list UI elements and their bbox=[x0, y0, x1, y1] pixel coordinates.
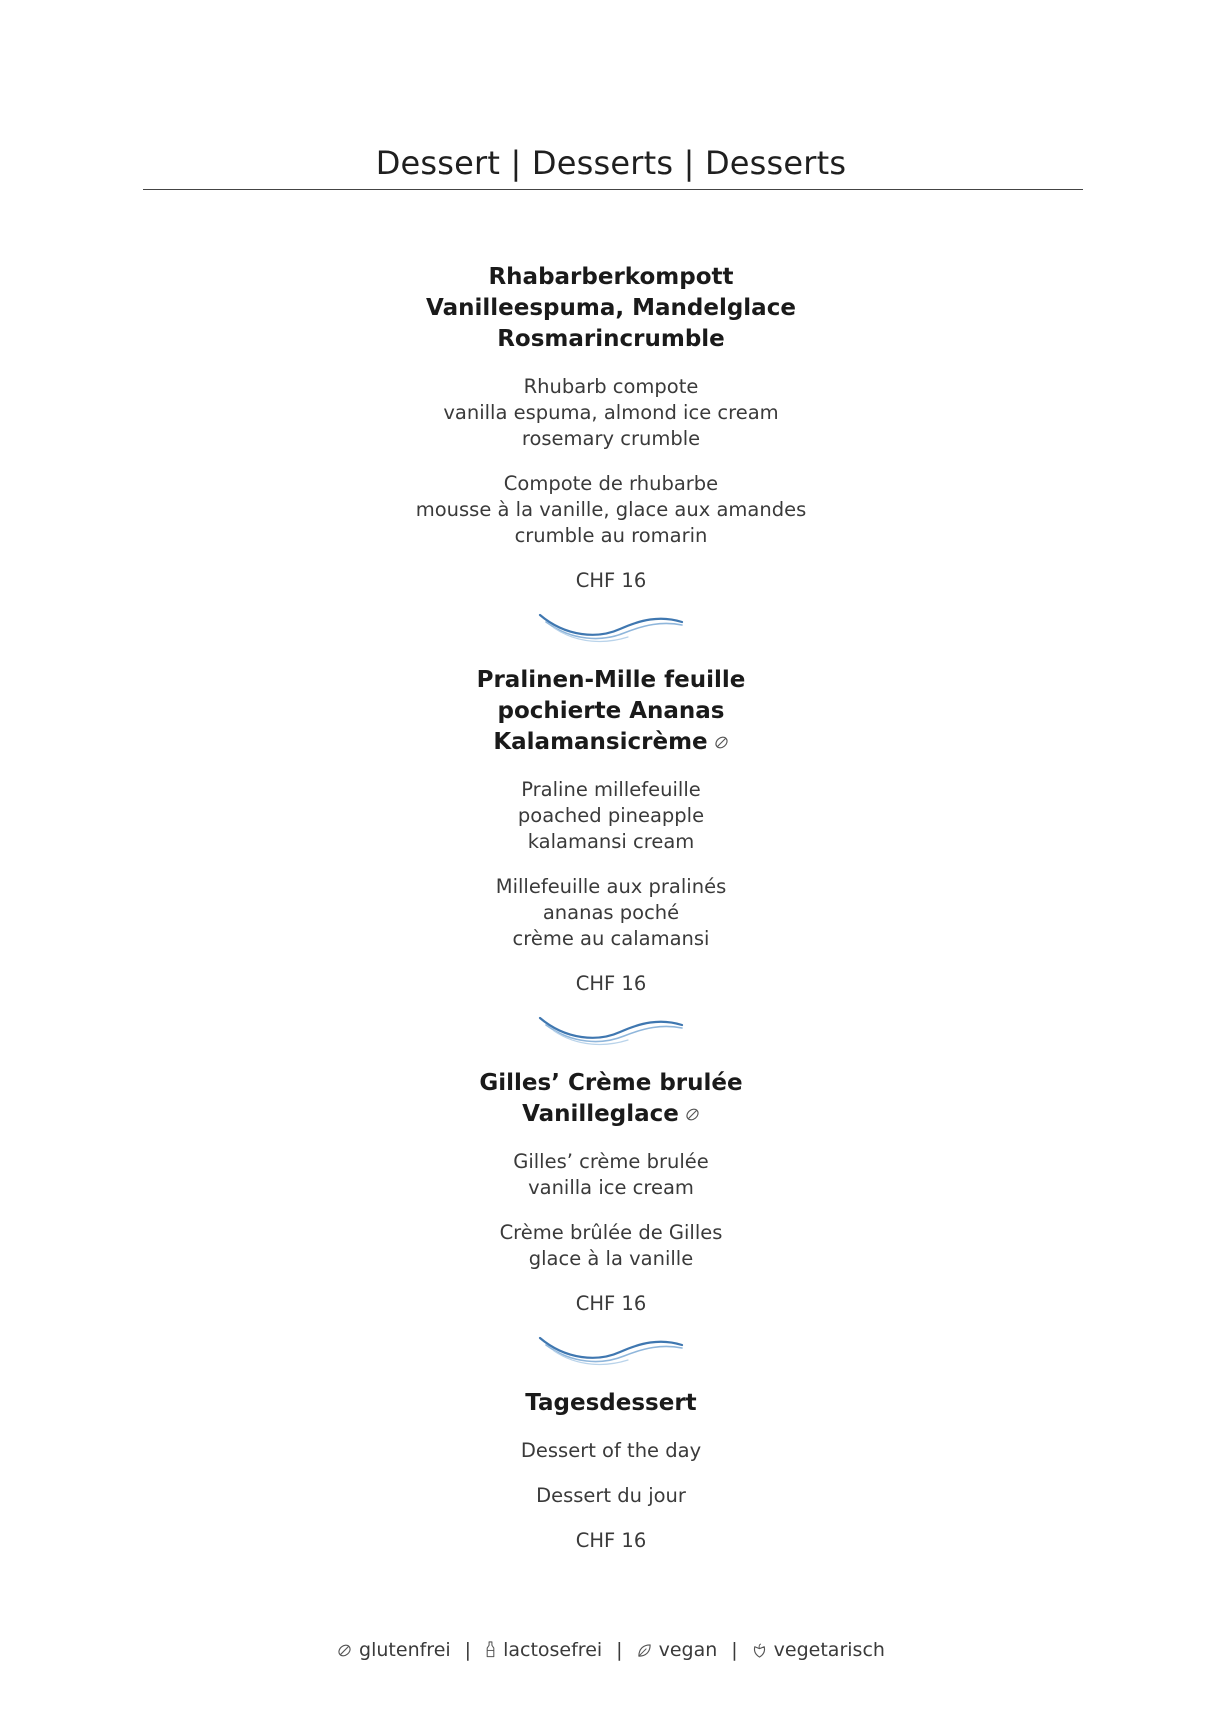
dish-pralinen-mille-feuille bbox=[0, 665, 1222, 997]
glutenfree-icon bbox=[685, 1107, 700, 1122]
vegetarian-icon bbox=[752, 1643, 767, 1658]
dish-name-text: Kalamansicrème bbox=[493, 729, 708, 755]
dish-name-text: Vanilleglace bbox=[522, 1101, 679, 1127]
legend-label: vegetarisch bbox=[773, 1639, 885, 1661]
legend-vegan bbox=[637, 1637, 718, 1663]
description-line: crumble au romarin bbox=[514, 524, 708, 547]
legend-separator: | bbox=[731, 1639, 738, 1661]
legend-lactosefree bbox=[485, 1637, 602, 1663]
dish-name-line: Rhabarberkompott bbox=[488, 264, 734, 290]
description-line: Millefeuille aux pralinés bbox=[495, 875, 727, 898]
description-line: glace à la vanille bbox=[528, 1247, 694, 1270]
dish-price: CHF 16 bbox=[575, 1529, 647, 1552]
wave-divider-icon bbox=[536, 609, 686, 649]
description-line: Dessert of the day bbox=[520, 1439, 702, 1462]
legend-label: glutenfrei bbox=[359, 1639, 451, 1661]
dish-name-line bbox=[0, 727, 1222, 758]
glutenfree-icon bbox=[337, 1643, 352, 1658]
description-line: Gilles’ crème brulée bbox=[513, 1150, 709, 1173]
wave-divider-icon bbox=[536, 1012, 686, 1052]
description-line: rosemary crumble bbox=[521, 427, 701, 450]
dish-description-fr bbox=[0, 471, 1222, 549]
dish-name-line bbox=[0, 1099, 1222, 1130]
dish-description-en bbox=[0, 374, 1222, 452]
dish-name-line: Vanilleespuma, Mandelglace bbox=[426, 295, 796, 321]
dish-rhabarberkompott bbox=[0, 262, 1222, 594]
dish-price: CHF 16 bbox=[575, 1292, 647, 1315]
legend-separator: | bbox=[616, 1639, 623, 1661]
milk-bottle-icon bbox=[485, 1641, 496, 1658]
dish-name bbox=[0, 665, 1222, 758]
dish-description-en bbox=[0, 1149, 1222, 1201]
dish-description-en bbox=[0, 777, 1222, 855]
description-line: crème au calamansi bbox=[512, 927, 710, 950]
dish-name-line: Pralinen-Mille feuille bbox=[476, 667, 746, 693]
dish-creme-brulee bbox=[0, 1068, 1222, 1317]
description-line: Praline millefeuille bbox=[521, 778, 701, 801]
dish-name bbox=[0, 1068, 1222, 1130]
description-line: vanilla espuma, almond ice cream bbox=[443, 401, 779, 424]
dish-description-fr bbox=[0, 1220, 1222, 1272]
dish-description-fr bbox=[0, 874, 1222, 952]
dish-price: CHF 16 bbox=[575, 972, 647, 995]
description-line: ananas poché bbox=[542, 901, 680, 924]
description-line: Compote de rhubarbe bbox=[503, 472, 719, 495]
dish-name bbox=[0, 1388, 1222, 1419]
description-line: Rhubarb compote bbox=[523, 375, 699, 398]
dish-name bbox=[0, 262, 1222, 355]
glutenfree-icon bbox=[714, 735, 729, 750]
description-line: mousse à la vanille, glace aux amandes bbox=[415, 498, 807, 521]
dish-description-fr bbox=[0, 1483, 1222, 1509]
page-title: Dessert | Desserts | Desserts bbox=[375, 144, 847, 182]
description-line: Dessert du jour bbox=[536, 1484, 686, 1507]
title-rule bbox=[143, 189, 1083, 190]
description-line: Crème brûlée de Gilles bbox=[499, 1221, 723, 1244]
wave-divider-icon bbox=[536, 1332, 686, 1372]
dish-tagesdessert bbox=[0, 1388, 1222, 1554]
legend-label: vegan bbox=[658, 1639, 718, 1661]
legend-separator: | bbox=[464, 1639, 472, 1661]
dessert-menu bbox=[0, 262, 1222, 1554]
legend-glutenfree bbox=[337, 1637, 451, 1663]
description-line: vanilla ice cream bbox=[528, 1176, 694, 1199]
dish-price: CHF 16 bbox=[575, 569, 647, 592]
description-line: poached pineapple bbox=[517, 804, 705, 827]
dish-name-line: Gilles’ Crème brulée bbox=[479, 1070, 743, 1096]
vegan-leaf-icon bbox=[637, 1643, 652, 1658]
legend-vegetarian bbox=[752, 1637, 885, 1663]
dish-description-en bbox=[0, 1438, 1222, 1464]
dish-name-line: Rosmarincrumble bbox=[497, 326, 725, 352]
legend-label: lactosefrei bbox=[503, 1639, 603, 1661]
dish-name-line: Tagesdessert bbox=[525, 1390, 697, 1416]
description-line: kalamansi cream bbox=[527, 830, 695, 853]
dietary-legend bbox=[0, 1637, 1222, 1663]
dish-name-line: pochierte Ananas bbox=[497, 698, 725, 724]
